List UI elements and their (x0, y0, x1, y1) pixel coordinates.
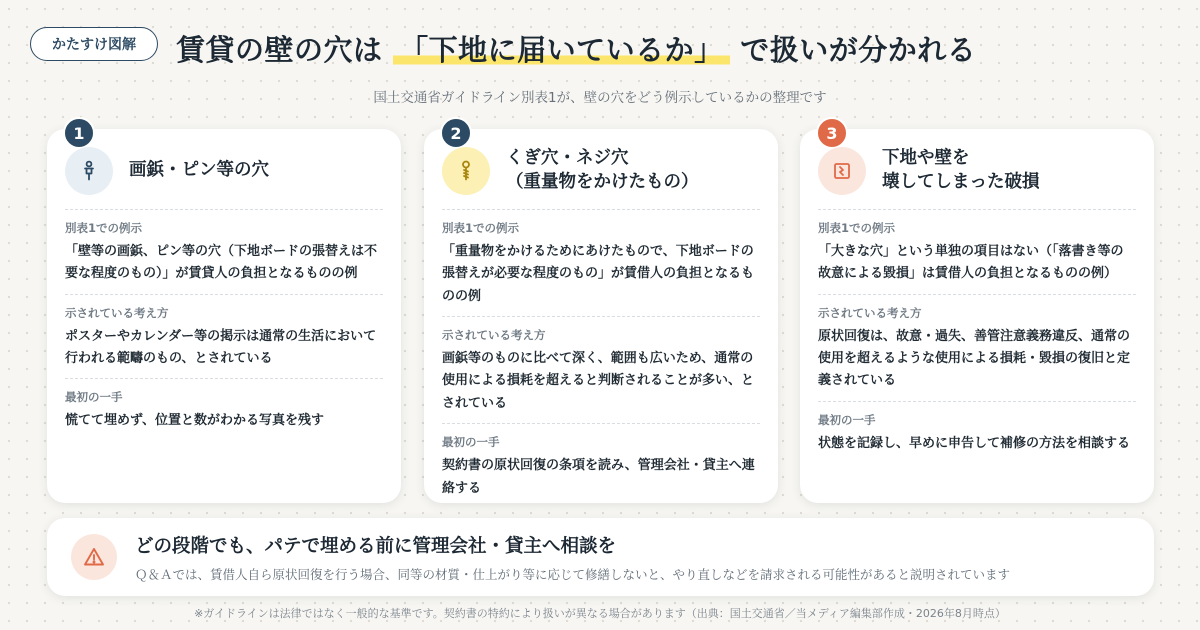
pushpin-icon (65, 147, 113, 195)
title-highlight: 「下地に届いているか」 (393, 33, 730, 67)
card-title: 下地や壁を 壊してしまった破損 (882, 147, 1040, 192)
section-text: 「壁等の画鋲、ピン等の穴（下地ボードの張替えは不要な程度のもの）」が賃貸人の負担となるものの例 (65, 244, 378, 282)
screw-icon (442, 147, 490, 195)
section-label: 最初の一手 (818, 412, 876, 427)
section-text: 原状回復は、故意・過失、善管注意義務違反、通常の使用を超えるような使用による損耗・毀損の復旧と定義されている (818, 328, 1131, 389)
title-after: で扱いが分かれる (740, 33, 977, 67)
section-text: ポスターやカレンダー等の掲示は通常の生活において行われる範疇のもの、とされている (65, 328, 377, 367)
section-text: 状態を記録し、早めに申告して補修の方法を相談する (818, 435, 1131, 451)
section-first-step (65, 378, 383, 440)
section-label: 示されている考え方 (65, 305, 169, 320)
card-number-badge: 2 (440, 117, 472, 149)
section-label: 別表1での例示 (442, 221, 520, 235)
section-idea (65, 294, 383, 379)
section-text: 契約書の原状回復の条項を読み、管理会社・貸主へ連絡する (442, 458, 755, 496)
section-idea (442, 316, 760, 423)
card-pin-holes (47, 123, 401, 503)
footnote: ※ガイドラインは法律ではなく一般的な基準です。契約書の特約により扱いが異なる場合があります（出典：国土交通省／当メディア編集部作成・2026年8月時点） (194, 607, 1006, 620)
section-label: 別表1での例示 (65, 221, 143, 235)
section-label: 最初の一手 (442, 435, 500, 450)
section-first-step (442, 423, 760, 508)
section-text: 「重量物をかけるためにあけたもので、下地ボードの張替えが必要な程度のもの」が賃借人の負担となるものの例 (442, 244, 755, 304)
card-title: くぎ穴・ネジ穴 （重量物をかけたもの） (506, 147, 699, 192)
section-label: 示されている考え方 (442, 328, 546, 343)
card-number-badge: 3 (816, 117, 848, 149)
card-nail-holes (424, 123, 778, 503)
warning-icon (71, 534, 117, 580)
section-text: 画鋲等のものに比べて深く、範囲も広いため、通常の使用による損耗を超えると判断されることが多い、とされている (442, 351, 755, 411)
section-text: 「大きな穴」という単独の項目はない（「落書き等の故意による毀損」は賃借人の負担となるものの例） (818, 244, 1124, 282)
advice-banner (47, 518, 1154, 596)
card-number-badge: 1 (63, 117, 95, 149)
section-first-step (818, 401, 1136, 463)
section-label: 示されている考え方 (818, 305, 922, 320)
title-before: 賃貸の壁の穴は (176, 33, 383, 67)
section-example (818, 209, 1136, 294)
section-text: 慌てて埋めず、位置と数がわかる写真を残す (65, 413, 324, 429)
section-example (442, 209, 760, 316)
brand-badge: かたすけ図解 (30, 27, 158, 61)
broken-wall-icon (818, 147, 866, 195)
card-title: 画鋲・ピン等の穴 (129, 159, 269, 180)
page-title (176, 28, 1176, 69)
section-example (65, 209, 383, 294)
section-label: 別表1での例示 (818, 221, 896, 235)
section-idea (818, 294, 1136, 401)
advice-text: Ｑ＆Ａでは、賃借人自ら原状回復を行う場合、同等の材質・仕上がり等に応じて修繕しないと、やり直しなどを請求される可能性があると説明されています (135, 567, 1011, 582)
page-subtitle: 国土交通省ガイドライン別表1が、壁の穴をどう例示しているかの整理です (373, 90, 827, 106)
advice-title: どの段階でも、パテで埋める前に管理会社・貸主へ相談を (135, 536, 617, 557)
section-label: 最初の一手 (65, 390, 123, 405)
card-wall-damage (800, 123, 1154, 503)
